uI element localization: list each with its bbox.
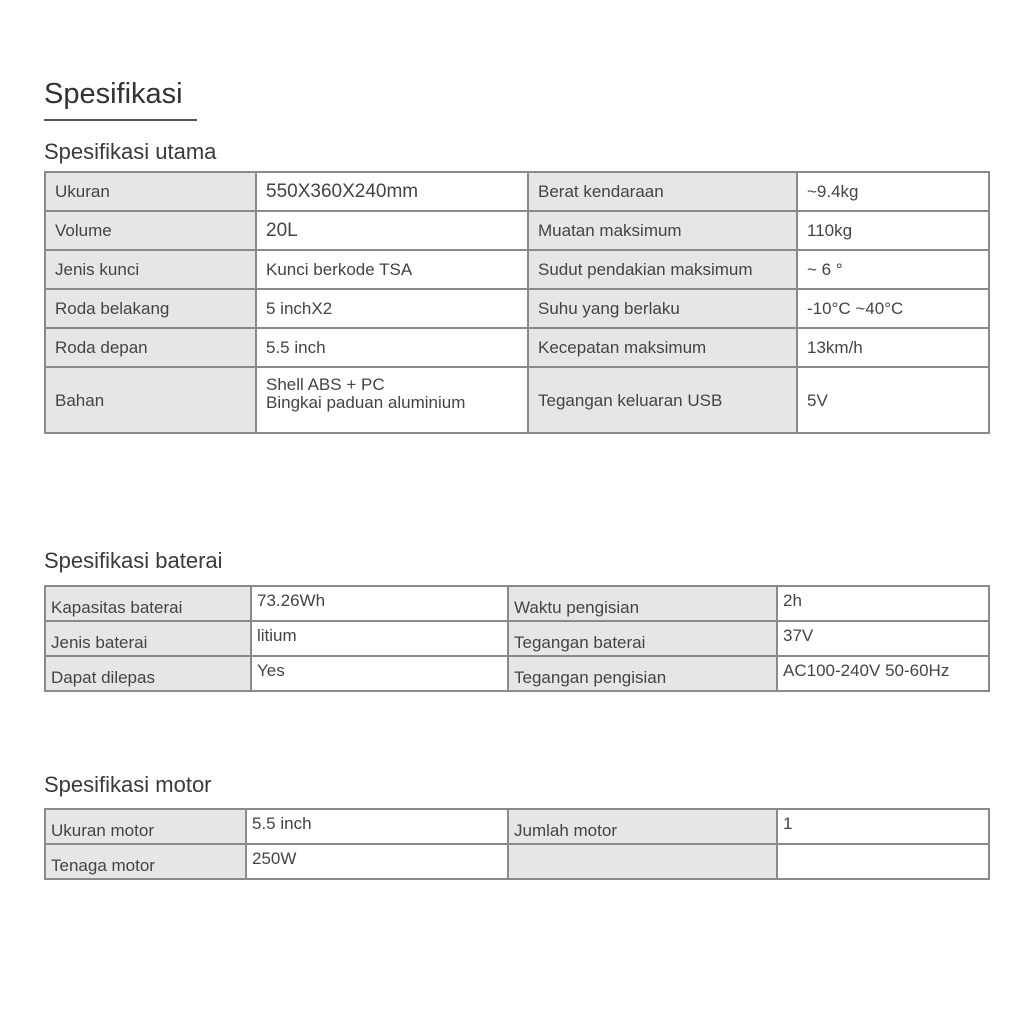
spec-value: litium bbox=[251, 621, 508, 656]
table-row bbox=[45, 250, 989, 289]
spec-value: 2h bbox=[777, 586, 989, 621]
spec-value: Yes bbox=[251, 656, 508, 691]
spec-value: Kunci berkode TSA bbox=[256, 250, 528, 289]
table-row bbox=[45, 328, 989, 367]
main-spec-heading: Spesifikasi utama bbox=[44, 139, 217, 164]
table-row bbox=[45, 367, 989, 433]
table-row bbox=[45, 172, 989, 211]
spec-value: 20L bbox=[256, 211, 528, 250]
title-underline bbox=[44, 119, 197, 121]
spec-label: Dapat dilepas bbox=[45, 656, 251, 691]
spec-value: 110kg bbox=[797, 211, 989, 250]
spec-label: Tegangan pengisian bbox=[508, 656, 777, 691]
table-row bbox=[45, 844, 989, 879]
spec-label: Tegangan keluaran USB bbox=[528, 367, 797, 433]
spec-label: Tenaga motor bbox=[45, 844, 246, 879]
spec-value: -10°C ~40°C bbox=[797, 289, 989, 328]
spec-value: 13km/h bbox=[797, 328, 989, 367]
spec-label: Kecepatan maksimum bbox=[528, 328, 797, 367]
spec-label: Berat kendaraan bbox=[528, 172, 797, 211]
spec-value: 250W bbox=[246, 844, 508, 879]
spec-label: Suhu yang berlaku bbox=[528, 289, 797, 328]
table-row bbox=[45, 656, 989, 691]
battery-spec-table bbox=[44, 585, 990, 692]
spec-label: Jumlah motor bbox=[508, 809, 777, 844]
table-row bbox=[45, 586, 989, 621]
spec-label: Ukuran motor bbox=[45, 809, 246, 844]
battery-spec-heading: Spesifikasi baterai bbox=[44, 548, 223, 573]
spec-value: 1 bbox=[777, 809, 989, 844]
spec-value: 550X360X240mm bbox=[256, 172, 528, 211]
spec-label: Sudut pendakian maksimum bbox=[528, 250, 797, 289]
spec-value: 5 inchX2 bbox=[256, 289, 528, 328]
spec-value: 5.5 inch bbox=[246, 809, 508, 844]
table-row bbox=[45, 809, 989, 844]
spec-value: 73.26Wh bbox=[251, 586, 508, 621]
spec-value: ~9.4kg bbox=[797, 172, 989, 211]
spec-value: ~ 6 ° bbox=[797, 250, 989, 289]
page-title: Spesifikasi bbox=[44, 78, 183, 110]
spec-label: Tegangan baterai bbox=[508, 621, 777, 656]
table-row bbox=[45, 211, 989, 250]
spec-value: 5.5 inch bbox=[256, 328, 528, 367]
main-spec-table bbox=[44, 171, 990, 434]
spec-label: Waktu pengisian bbox=[508, 586, 777, 621]
spec-value: AC100-240V 50-60Hz bbox=[777, 656, 989, 691]
spec-value-line: Shell ABS + PC bbox=[266, 375, 385, 394]
motor-spec-heading: Spesifikasi motor bbox=[44, 772, 212, 797]
spec-label bbox=[508, 844, 777, 879]
spec-value: 37V bbox=[777, 621, 989, 656]
spec-label: Muatan maksimum bbox=[528, 211, 797, 250]
spec-label: Roda depan bbox=[45, 328, 256, 367]
spec-value bbox=[777, 844, 989, 879]
spec-label: Jenis kunci bbox=[45, 250, 256, 289]
spec-label: Volume bbox=[45, 211, 256, 250]
spec-value-line: Bingkai paduan aluminium bbox=[266, 393, 466, 412]
spec-label: Ukuran bbox=[45, 172, 256, 211]
motor-spec-table bbox=[44, 808, 990, 880]
spec-value bbox=[256, 367, 528, 433]
spec-label: Roda belakang bbox=[45, 289, 256, 328]
table-row bbox=[45, 621, 989, 656]
spec-label: Jenis baterai bbox=[45, 621, 251, 656]
spec-label: Bahan bbox=[45, 367, 256, 433]
table-row bbox=[45, 289, 989, 328]
spec-value: 5V bbox=[797, 367, 989, 433]
spec-label: Kapasitas baterai bbox=[45, 586, 251, 621]
